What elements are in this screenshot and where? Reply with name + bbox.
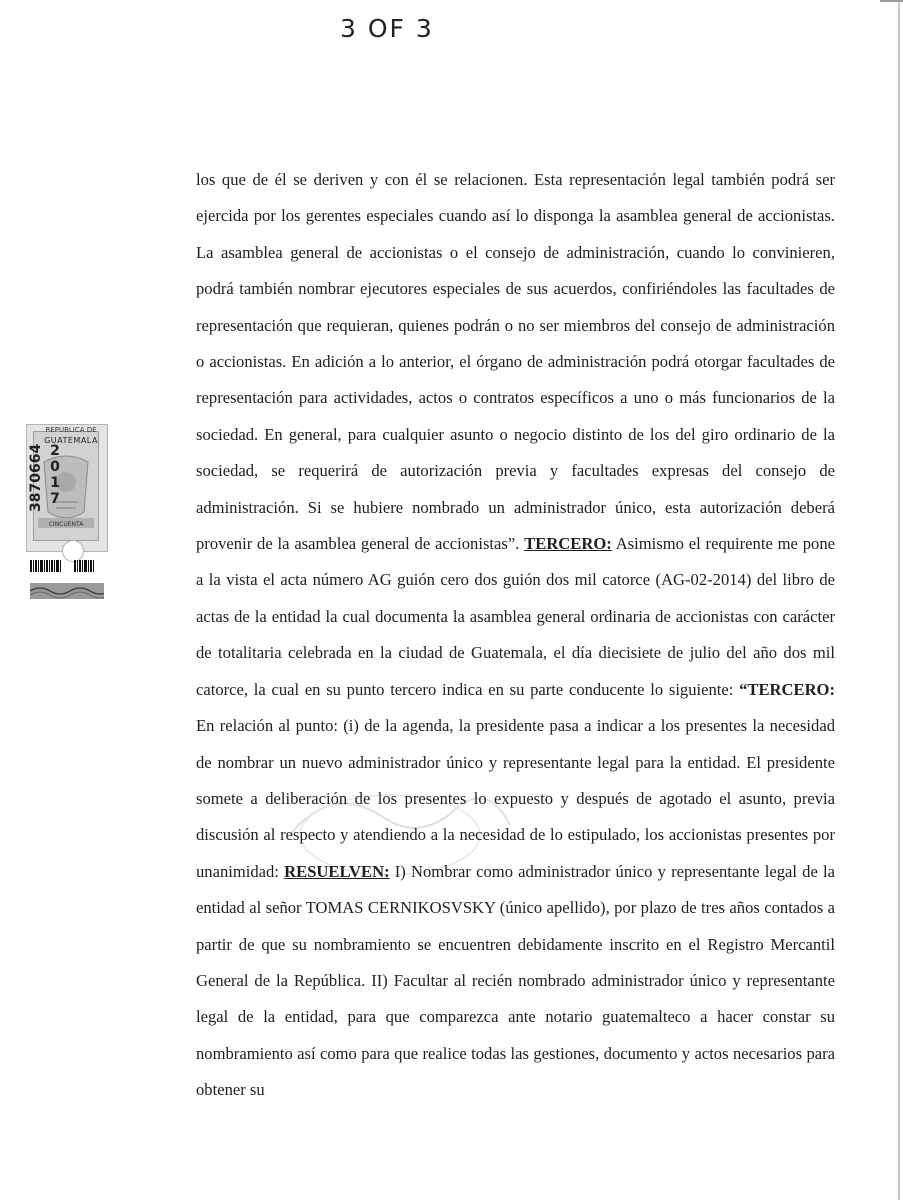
body-segment-3: En relación al punto: (i) de la agenda, la presidente pasa a indicar a los presentes la necesidad de nombrar un nuevo administrador único y representante legal para la entidad. El presidente somete a deliberación de los presentes lo expuesto y después de agotado el asunto, previa discusión al respecto y atendiendo a la necesidad de lo estipulado, los accionistas presentes por unanimidad: <box>196 716 835 881</box>
label-resuelven: RESUELVEN: <box>284 861 390 881</box>
document-body <box>196 162 835 1109</box>
stamp-punch-hole <box>62 540 84 562</box>
page-edge-right <box>898 0 900 1200</box>
stamp-top-text: REPUBLICA DE <box>45 426 97 434</box>
body-segment-1: los que de él se deriven y con él se relacionen. Esta representación legal también podrá ser ejercida por los gerentes especiales cuando así lo disponga la asamblea general de accionistas. La asamblea general de accionistas o el consejo de administración, cuando lo convinieren, podrá también nombrar ejecutores especiales de sus acuerdos, confiriéndoles las facultades de representación que requieran, quienes podrán o no ser miembros del consejo de administración o accionistas. En adición a lo anterior, el órgano de administración podrá otorgar facultades de representación para actividades, actos o contratos específicos a uno o más funcionarios de la sociedad. En general, para cualquier asunto o negocio distinto de los del giro ordinario de la sociedad, se requerirá de autorización previa y facultades expresas del consejo de administración. Si se hubiere nombrado un administrador único, esta autorización deberá provenir de la asamblea general de accionistas”. <box>196 170 835 554</box>
page-edge-top <box>880 0 903 2</box>
stamp-serial-number: 3870664 <box>28 443 44 512</box>
security-seal-strip <box>30 583 104 599</box>
label-tercero: TERCERO: <box>524 534 612 554</box>
stamp-barcode <box>30 560 102 572</box>
stamp-year: 2017 <box>50 443 60 507</box>
body-segment-4: I) Nombrar como administrador único y representante legal de la entidad al señor TOMAS CERNIKOSVSKY (único apellido), por plazo de tres años contados a partir de que su nombramiento se encuentren debidamente inscrito en el Registro Mercantil General de la República. II) Facultar al recién nombrado administrador único y representante legal de la entidad, para que comparezca ante notario guatemalteco a hacer constar su nombramiento así como para que realice todas las gestiones, documento y actos necesarios para obtener su <box>196 861 835 1100</box>
stamp-country: GUATEMALA <box>44 436 98 445</box>
label-tercero-quote: “TERCERO: <box>739 679 835 699</box>
body-segment-2: Asimismo el requirente me pone a la vista el acta número AG guión cero dos guión dos mil catorce (AG-02-2014) del libro de actas de la entidad la cual documenta la asamblea general ordinaria de accionistas con carácter de totalitaria celebrada en la ciudad de Guatemala, el día diecisiete de julio del año dos mil catorce, la cual en su punto tercero indica en su parte conducente lo siguiente: <box>196 534 835 699</box>
svg-text:CINCUENTA: CINCUENTA <box>48 521 84 528</box>
handwritten-page-note: 3 OF 3 <box>340 14 434 43</box>
